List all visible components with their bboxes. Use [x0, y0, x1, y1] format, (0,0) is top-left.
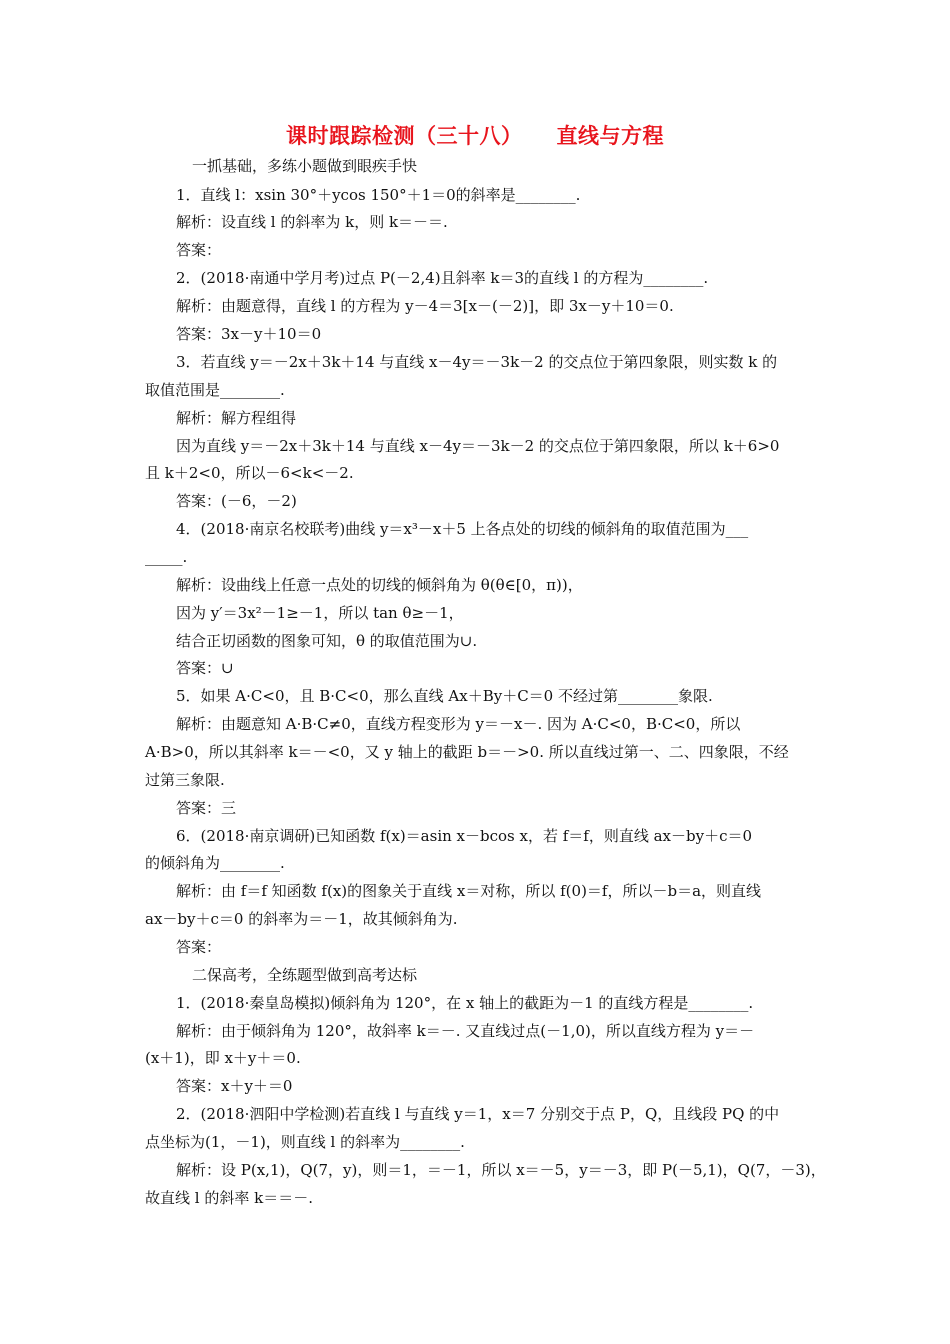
analysis-line: (x＋1)，即 x＋y＋＝0. [145, 1049, 301, 1067]
title-main: 课时跟踪检测（三十八） [286, 124, 523, 148]
question-line: 的倾斜角为________. [145, 854, 285, 872]
answer-line: 答案：三 [176, 799, 237, 817]
answer-line: 答案：x＋y＋＝0 [176, 1077, 293, 1095]
analysis-line: 结合正切函数的图象可知，θ 的取值范围为∪. [176, 632, 478, 650]
analysis-line: 解析：设曲线上任意一点处的切线的倾斜角为 θ(θ∈[0，π))， [176, 576, 583, 594]
analysis-line: 故直线 l 的斜率 k＝＝－. [145, 1189, 313, 1207]
analysis-line: 解析：由于倾斜角为 120°，故斜率 k＝－. 又直线过点(－1,0)，所以直线方程为 y＝－ [176, 1022, 755, 1040]
answer-line: 答案：3x－y＋10＝0 [176, 325, 322, 343]
answer-line: 答案： [176, 241, 222, 259]
answer-line: 答案：∪ [176, 659, 234, 677]
answer-line: 答案：(－6，－2) [176, 492, 297, 510]
question-line: 2．(2018·泗阳中学检测)若直线 l 与直线 y＝1，x＝7 分别交于点 P，Q，且线段 PQ 的中 [176, 1105, 780, 1123]
question-line: 5．如果 A·C<0，且 B·C<0，那么直线 Ax＋By＋C＝0 不经过第________象限. [176, 687, 713, 705]
question-line: _____. [145, 548, 188, 566]
analysis-line: 因为 y′＝3x²－1≥－1，所以 tan θ≥－1， [176, 604, 464, 622]
analysis-line: ax－by＋c＝0 的斜率为＝－1，故其倾斜角为. [145, 910, 458, 928]
analysis-line: 解析：由 f＝f 知函数 f(x)的图象关于直线 x＝对称，所以 f(0)＝f，所以－b＝a，则直线 [176, 882, 762, 900]
analysis-line: 过第三象限. [145, 771, 225, 789]
analysis-line: 解析：由题意得，直线 l 的方程为 y－4＝3[x－(－2)]，即 3x－y＋10＝0. [176, 297, 674, 315]
section-heading: 二保高考，全练题型做到高考达标 [192, 966, 418, 984]
section-heading: 一抓基础，多练小题做到眼疾手快 [192, 157, 418, 175]
analysis-line: 因为直线 y＝－2x＋3k＋14 与直线 x－4y＝－3k－2 的交点位于第四象限，所以 k＋6>0 [176, 437, 780, 455]
question-line: 取值范围是________. [145, 381, 285, 399]
question-line: 1．直线 l：xsin 30°＋ycos 150°＋1＝0的斜率是________. [176, 186, 581, 204]
analysis-line: 解析：设直线 l 的斜率为 k，则 k＝－＝. [176, 213, 448, 231]
question-line: 4．(2018·南京名校联考)曲线 y＝x³－x＋5 上各点处的切线的倾斜角的取值范围为___ [176, 520, 749, 538]
analysis-line: 解析：设 P(x,1)，Q(7，y)，则＝1，＝－1，所以 x＝－5，y＝－3，即 P(－5,1)，Q(7，－3)， [176, 1161, 826, 1179]
answer-line: 答案： [176, 938, 222, 956]
question-line: 3．若直线 y＝－2x＋3k＋14 与直线 x－4y＝－3k－2 的交点位于第四象限，则实数 k 的 [176, 353, 778, 371]
analysis-line: 解析：解方程组得 [176, 409, 297, 427]
question-line: 6．(2018·南京调研)已知函数 f(x)＝asin x－bcos x，若 f＝f，则直线 ax－by＋c＝0 [176, 827, 753, 845]
analysis-line: A·B>0，所以其斜率 k＝－<0，又 y 轴上的截距 b＝－>0. 所以直线过第一、二、四象限，不经 [145, 743, 789, 761]
analysis-line: 且 k＋2<0，所以－6<k<－2. [145, 464, 354, 482]
question-line: 点坐标为(1，－1)，则直线 l 的斜率为________. [145, 1133, 465, 1151]
question-line: 1．(2018·秦皇岛模拟)倾斜角为 120°，在 x 轴上的截距为－1 的直线方程是________. [176, 994, 754, 1012]
page-title [0, 120, 950, 150]
analysis-line: 解析：由题意知 A·B·C≠0，直线方程变形为 y＝－x－. 因为 A·C<0，B·C<0，所以 [176, 715, 741, 733]
title-sub: 直线与方程 [556, 124, 664, 148]
question-line: 2．(2018·南通中学月考)过点 P(－2,4)且斜率 k＝3的直线 l 的方程为________. [176, 269, 709, 287]
